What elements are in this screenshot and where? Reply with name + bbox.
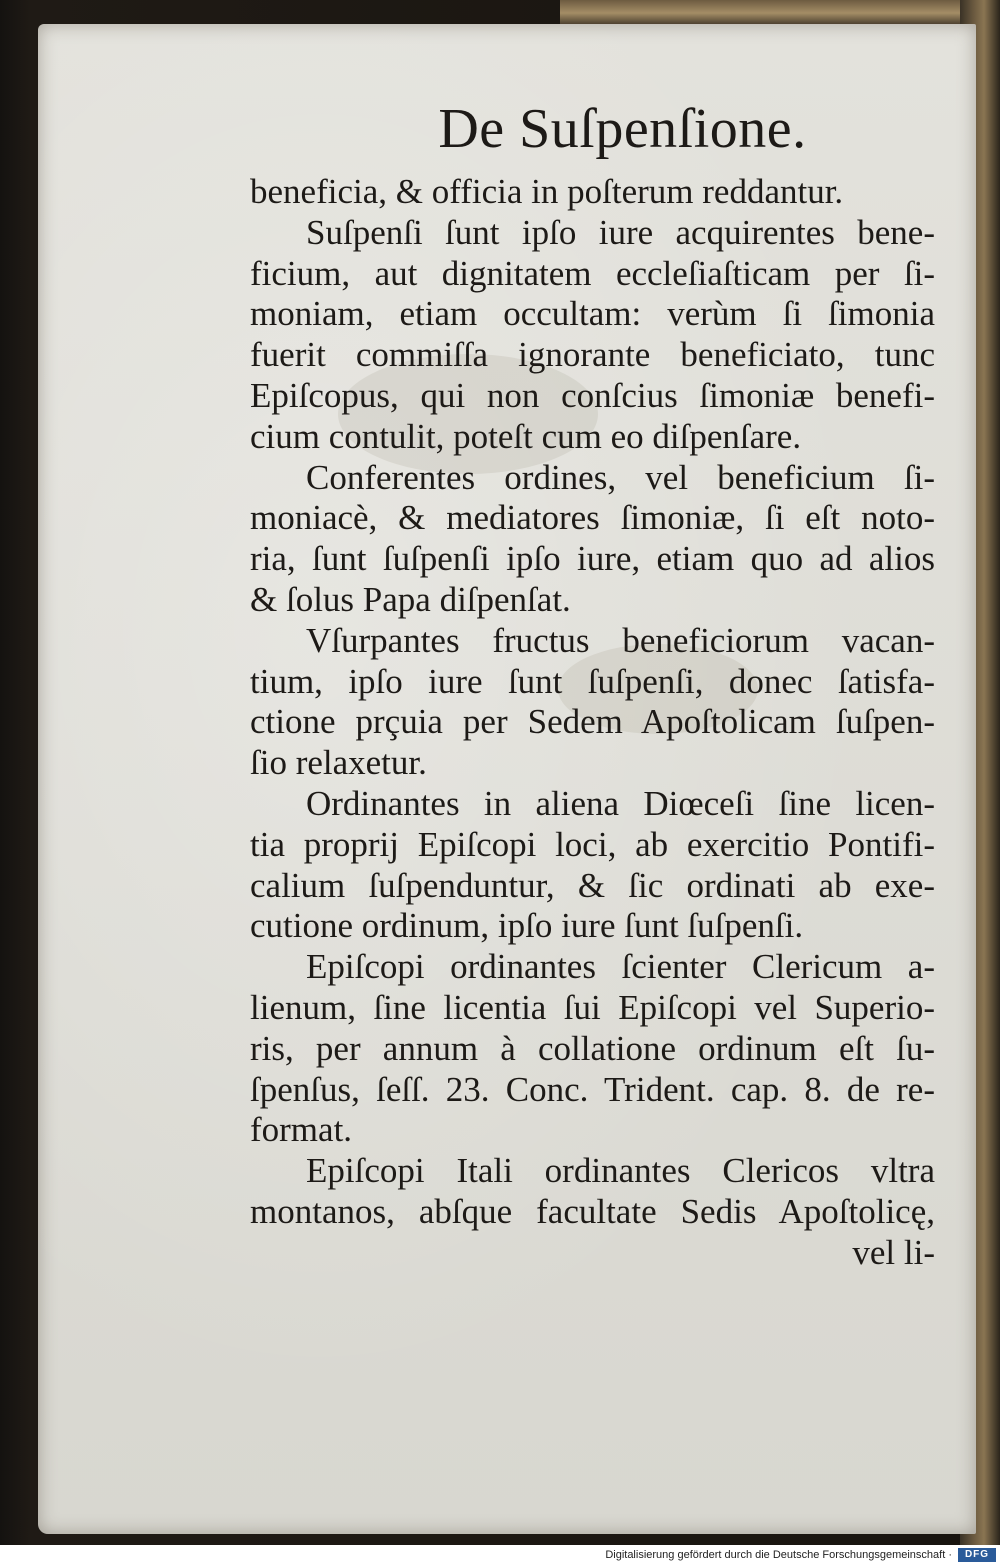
dfg-logo: DFG xyxy=(958,1548,996,1562)
text-line: ria, ſunt ſuſpenſi ipſo iure, etiam quo ad alios xyxy=(250,539,935,579)
text-line: moniam, etiam occultam: verùm ſi ſimonia xyxy=(250,294,935,334)
text-line: fuerit commiſſa ignorante beneficiato, tunc xyxy=(250,335,935,375)
text-line: beneficia, & officia in poſterum reddantur. xyxy=(250,172,844,211)
text-block xyxy=(250,90,935,1274)
text-line: lienum, ſine licentia ſui Epiſcopi vel Superio- xyxy=(250,987,935,1027)
book-edge-top xyxy=(560,0,1000,26)
text-line: tia proprij Epiſcopi loci, ab exercitio Pontifi- xyxy=(250,824,935,864)
text-line: Vſurpantes fructus beneficiorum vacan- xyxy=(306,620,935,660)
text-line: format. xyxy=(250,1110,353,1150)
text-line: Epiſcopi Itali ordinantes Clericos vltra xyxy=(306,1151,935,1191)
text-line: Conferentes ordines, vel beneficium ſi- xyxy=(306,457,935,497)
text-line: ſio relaxetur. xyxy=(250,743,427,783)
text-line: & ſolus Papa diſpenſat. xyxy=(250,579,571,619)
text-line: Epiſcopus, qui non conſcius ſimoniæ benefi- xyxy=(250,375,935,415)
text-line: calium ſuſpenduntur, & ſic ordinati ab exe- xyxy=(250,865,935,905)
text-line: moniacè, & mediatores ſimoniæ, ſi eſt noto- xyxy=(250,498,935,538)
text-line: montanos, abſque facultate Sedis Apoſtolicę, xyxy=(250,1191,935,1231)
text-line: cium contulit, poteſt cum eo diſpenſare. xyxy=(250,416,802,456)
text-line: tium, ipſo iure ſunt ſuſpenſi, donec ſatisfa- xyxy=(250,661,935,701)
text-line: ſpenſus, ſeſſ. 23. Conc. Trident. cap. 8. de re- xyxy=(250,1069,935,1109)
text-line: cutione ordinum, ipſo iure ſunt ſuſpenſi. xyxy=(250,906,804,946)
text-line: ris, per annum à collatione ordinum eſt ſu- xyxy=(250,1028,935,1068)
text-line: ficium, aut dignitatem eccleſiaſticam per ſi- xyxy=(250,253,935,293)
funding-credit: Digitalisierung gefördert durch die Deutsche Forschungsgemeinschaft · xyxy=(605,1549,952,1561)
body-text xyxy=(250,172,935,1274)
text-line: vel li- xyxy=(852,1232,935,1272)
text-line: Epiſcopi ordinantes ſcienter Clericum a- xyxy=(306,947,935,987)
text-line: Ordinantes in aliena Diœceſi ſine licen- xyxy=(306,783,935,823)
text-line: Suſpenſi ſunt ipſo iure acquirentes bene- xyxy=(306,212,935,252)
running-head: De Suſpenſione. xyxy=(438,98,807,160)
text-line: ctione prçuia per Sedem Apoſtolicam ſuſpen- xyxy=(250,702,935,742)
digitization-footer xyxy=(0,1545,1000,1565)
